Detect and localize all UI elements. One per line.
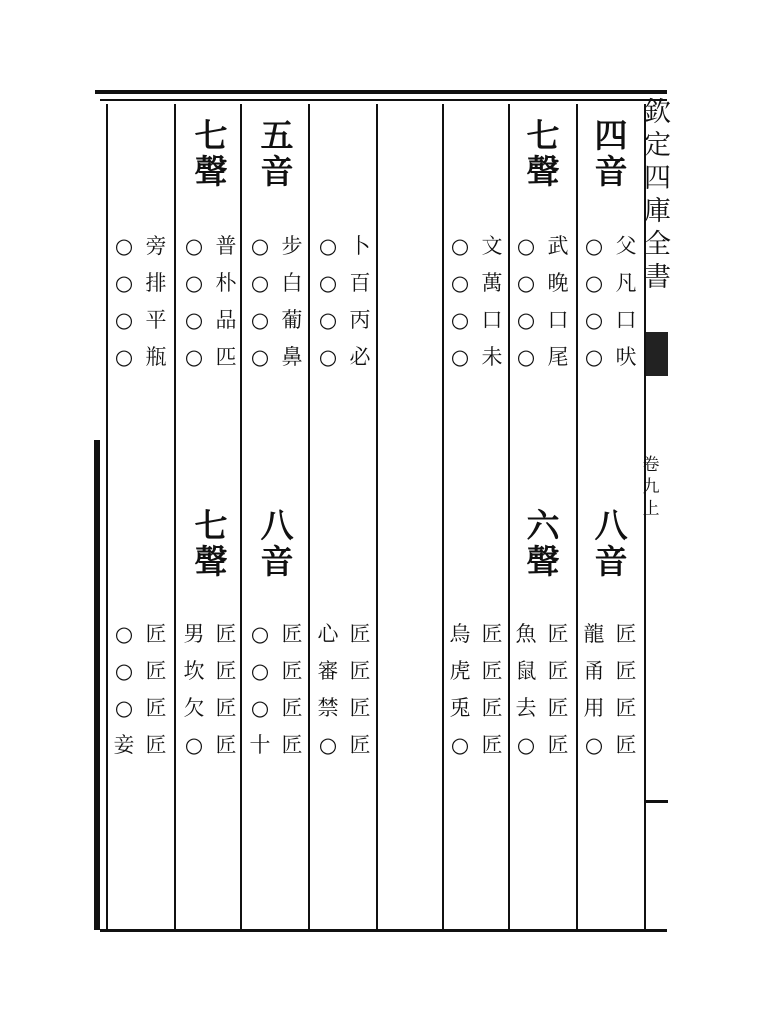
glyph: 必: [349, 345, 371, 369]
glyph: ○: [318, 345, 338, 369]
glyph: 百: [349, 271, 371, 295]
glyph: 匠: [145, 696, 167, 720]
glyph: 平: [145, 308, 167, 332]
glyph: 匠: [547, 696, 569, 720]
glyph: 普: [215, 234, 237, 258]
glyph: ○: [516, 345, 536, 369]
glyph: 欠: [183, 696, 205, 720]
glyph: ○: [516, 234, 536, 258]
glyph: ○: [250, 659, 270, 683]
glyph: 匠: [215, 733, 237, 757]
glyph: ○: [516, 308, 536, 332]
glyph: 匠: [547, 622, 569, 646]
title-char: 書: [644, 262, 671, 293]
glyph-list-bottom-left: [108, 616, 140, 764]
glyph: 匠: [281, 622, 303, 646]
column-subheading: [178, 508, 244, 580]
glyph: ○: [250, 696, 270, 720]
glyph: ○: [584, 308, 604, 332]
glyph: 匠: [615, 733, 637, 757]
column-rule: [174, 104, 176, 929]
glyph: 匠: [215, 659, 237, 683]
glyph: ○: [584, 733, 604, 757]
heading-char: 七: [194, 506, 228, 545]
text-column: [244, 104, 310, 929]
glyph: 父: [615, 234, 637, 258]
glyph: ○: [184, 271, 204, 295]
glyph-list-bottom-right: [476, 616, 508, 764]
glyph: 匹: [215, 345, 237, 369]
glyph: 凡: [615, 271, 637, 295]
text-column: [312, 104, 378, 929]
glyph-list-bottom-right: [140, 616, 172, 764]
glyph: 匠: [615, 622, 637, 646]
glyph-list-top-left: [244, 228, 276, 376]
seal-mark: [646, 332, 668, 376]
glyph-list-top-right: [476, 228, 508, 376]
heading-char: 音: [594, 152, 628, 191]
glyph: 匠: [615, 696, 637, 720]
glyph: ○: [318, 271, 338, 295]
glyph: 卜: [349, 234, 371, 258]
glyph: 匠: [481, 696, 503, 720]
glyph: ○: [184, 733, 204, 757]
title-char: 全: [644, 229, 671, 260]
glyph: 丙: [349, 308, 371, 332]
glyph: 虎: [449, 659, 471, 683]
glyph: ○: [114, 345, 134, 369]
glyph-list-bottom-left: [510, 616, 542, 764]
glyph: 匠: [349, 622, 371, 646]
glyph: ○: [114, 659, 134, 683]
heading-char: 七: [526, 116, 560, 155]
page-frame: [100, 90, 667, 932]
glyph-list-top-right: [344, 228, 376, 376]
glyph: 旁: [145, 234, 167, 258]
heading-char: 四: [594, 116, 628, 155]
title-char: 四: [644, 163, 671, 194]
heading-char: 六: [526, 506, 560, 545]
glyph: 晚: [547, 271, 569, 295]
glyph: 萬: [481, 271, 503, 295]
text-column: [444, 104, 510, 929]
glyph: 口: [547, 308, 569, 332]
glyph: ○: [114, 234, 134, 258]
title-char: 欽: [644, 97, 671, 128]
glyph: 用: [583, 696, 605, 720]
glyph: ○: [450, 271, 470, 295]
glyph: ○: [450, 733, 470, 757]
column-subheading: [578, 508, 644, 580]
glyph: ○: [516, 733, 536, 757]
volume-char: 九: [642, 477, 660, 497]
glyph-list-bottom-right: [542, 616, 574, 764]
volume-label: [640, 454, 662, 520]
glyph: 匠: [281, 733, 303, 757]
glyph: 文: [481, 234, 503, 258]
glyph-list-bottom-right: [344, 616, 376, 764]
glyph: ○: [584, 234, 604, 258]
heading-char: 聲: [526, 152, 560, 191]
top-border-inner: [100, 99, 667, 101]
glyph: 匠: [481, 733, 503, 757]
text-column: [108, 104, 174, 929]
glyph: 尾: [547, 345, 569, 369]
glyph-list-bottom-right: [610, 616, 642, 764]
glyph: 朴: [215, 271, 237, 295]
glyph: 匠: [349, 733, 371, 757]
glyph: 妾: [113, 733, 135, 757]
glyph: ○: [584, 271, 604, 295]
heading-char: 聲: [194, 152, 228, 191]
glyph: 心: [317, 622, 339, 646]
title-char: 定: [644, 130, 671, 161]
heading-char: 聲: [194, 542, 228, 581]
glyph: 審: [317, 659, 339, 683]
glyph: ○: [450, 234, 470, 258]
heading-char: 五: [260, 116, 294, 155]
column-subheading: [510, 508, 576, 580]
glyph: ○: [584, 345, 604, 369]
left-edge-shadow: [94, 440, 100, 930]
glyph: ○: [184, 234, 204, 258]
glyph: 匠: [349, 659, 371, 683]
glyph: ○: [318, 733, 338, 757]
glyph-list-top-right: [276, 228, 308, 376]
heading-char: 音: [260, 152, 294, 191]
glyph: 口: [481, 308, 503, 332]
glyph: 匠: [281, 696, 303, 720]
glyph-list-top-left: [312, 228, 344, 376]
heading-char: 音: [594, 542, 628, 581]
glyph: 去: [515, 696, 537, 720]
glyph: 匠: [145, 733, 167, 757]
glyph: ○: [250, 345, 270, 369]
glyph-list-top-left: [510, 228, 542, 376]
glyph: 匠: [145, 622, 167, 646]
glyph-list-bottom-left: [244, 616, 276, 764]
glyph: 匠: [215, 696, 237, 720]
bottom-border: [100, 929, 667, 932]
glyph: ○: [516, 271, 536, 295]
glyph: 吠: [615, 345, 637, 369]
glyph: 龍: [583, 622, 605, 646]
glyph-list-bottom-left: [312, 616, 344, 764]
book-title: [644, 96, 670, 294]
glyph: 品: [215, 308, 237, 332]
glyph: 白: [281, 271, 303, 295]
column-heading: [578, 118, 644, 190]
glyph: ○: [250, 234, 270, 258]
glyph: ○: [114, 622, 134, 646]
text-column: [510, 104, 576, 929]
glyph: ○: [250, 271, 270, 295]
glyph: 瓶: [145, 345, 167, 369]
glyph-list-top-right: [542, 228, 574, 376]
margin-mark: [644, 800, 668, 803]
glyph-list-top-right: [610, 228, 642, 376]
glyph: 葡: [281, 308, 303, 332]
glyph: 男: [183, 622, 205, 646]
glyph: ○: [114, 696, 134, 720]
glyph: ○: [450, 345, 470, 369]
glyph-list-bottom-left: [578, 616, 610, 764]
volume-char: 卷: [642, 455, 660, 475]
glyph: ○: [250, 622, 270, 646]
glyph: 鼻: [281, 345, 303, 369]
glyph: 匠: [481, 659, 503, 683]
heading-char: 音: [260, 542, 294, 581]
glyph: 匠: [547, 733, 569, 757]
glyph: 排: [145, 271, 167, 295]
glyph: 匠: [615, 659, 637, 683]
glyph: 禁: [317, 696, 339, 720]
glyph-list-bottom-left: [178, 616, 210, 764]
heading-char: 八: [594, 506, 628, 545]
heading-char: 聲: [526, 542, 560, 581]
glyph: ○: [114, 271, 134, 295]
glyph-list-bottom-right: [276, 616, 308, 764]
glyph-list-top-left: [178, 228, 210, 376]
glyph: 口: [615, 308, 637, 332]
glyph: 甬: [583, 659, 605, 683]
glyph: ○: [184, 308, 204, 332]
glyph: 匠: [145, 659, 167, 683]
glyph-list-top-right: [210, 228, 242, 376]
glyph: ○: [184, 345, 204, 369]
text-column: [578, 104, 644, 929]
glyph: 武: [547, 234, 569, 258]
glyph: ○: [250, 308, 270, 332]
glyph: ○: [318, 234, 338, 258]
glyph: 匠: [215, 622, 237, 646]
glyph: 十: [249, 733, 271, 757]
glyph: ○: [450, 308, 470, 332]
column-subheading: [244, 508, 310, 580]
column-heading: [510, 118, 576, 190]
glyph-list-bottom-right: [210, 616, 242, 764]
glyph: 魚: [515, 622, 537, 646]
glyph: 未: [481, 345, 503, 369]
top-border: [95, 90, 667, 94]
glyph: 匠: [547, 659, 569, 683]
glyph-list-top-right: [140, 228, 172, 376]
glyph: 坎: [183, 659, 205, 683]
title-char: 庫: [644, 196, 671, 227]
glyph-list-top-left: [444, 228, 476, 376]
heading-char: 七: [194, 116, 228, 155]
glyph: ○: [318, 308, 338, 332]
glyph: 鼠: [515, 659, 537, 683]
volume-char: 上: [642, 499, 660, 519]
glyph: 匠: [281, 659, 303, 683]
glyph: 匠: [481, 622, 503, 646]
column-heading: [244, 118, 310, 190]
text-column: [378, 104, 444, 929]
glyph: ○: [114, 308, 134, 332]
column-heading: [178, 118, 244, 190]
glyph: 烏: [449, 622, 471, 646]
heading-char: 八: [260, 506, 294, 545]
glyph-list-top-left: [108, 228, 140, 376]
glyph: 匠: [349, 696, 371, 720]
glyph-list-bottom-left: [444, 616, 476, 764]
glyph: 步: [281, 234, 303, 258]
glyph: 兎: [449, 696, 471, 720]
text-column: [178, 104, 244, 929]
glyph-list-top-left: [578, 228, 610, 376]
